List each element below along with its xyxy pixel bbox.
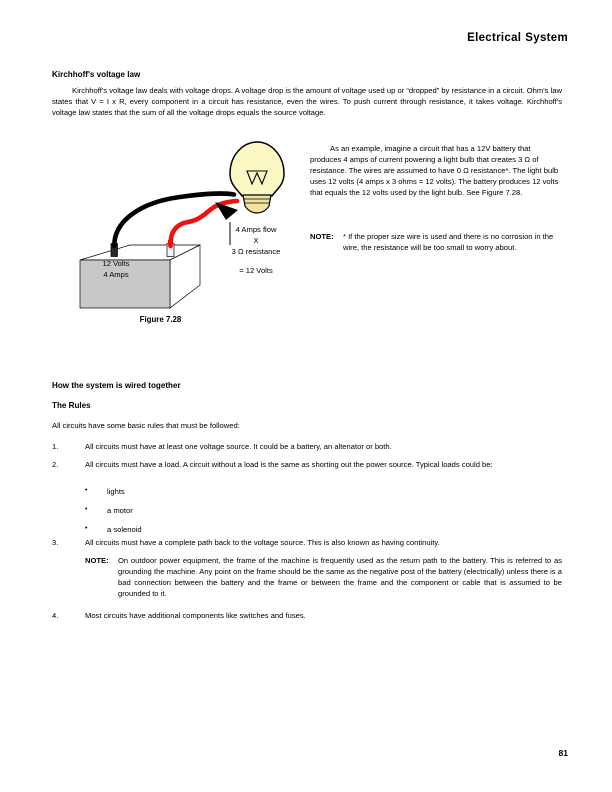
bullet-label: lights xyxy=(107,487,125,496)
list-item-solenoid xyxy=(85,524,142,535)
annotation-amps-flow: 4 Amps flow xyxy=(235,225,277,234)
rule-number: 4. xyxy=(52,611,59,620)
annotation-multiply: X xyxy=(253,236,259,245)
how-system-wired-heading: How the system is wired together xyxy=(52,381,181,390)
bullet-dot-icon: • xyxy=(85,506,88,513)
note-label: NOTE: xyxy=(310,232,334,241)
annotation-total-volts: = 12 Volts xyxy=(239,266,273,275)
the-rules-heading: The Rules xyxy=(52,401,91,410)
intro-paragraph: Kirchhoff's voltage law deals with voltage drops. A voltage drop is the amount of voltage used up or “dropped” by resistance in a circuit. Ohm's law states that V = I x R, every component in a circuit has resistance, even the wires. To push current through resistance, it takes voltage. Kirchhoff's voltage law states that the sum of all the voltage drops equals the source voltage. xyxy=(52,86,562,118)
light-bulb-glass xyxy=(230,142,284,196)
list-item-motor xyxy=(85,505,133,516)
page-number: 81 xyxy=(558,748,568,758)
note-grounding xyxy=(85,555,562,599)
rule-number: 1. xyxy=(52,442,59,451)
bullet-dot-icon: • xyxy=(85,487,88,494)
example-paragraph: As an example, imagine a circuit that has a 12V battery that produces 4 amps of current powering a light bulb that creates 3 Ω of resistance. The wires are assumed to have 0 Ω resistance*. The light bulb uses 12 volts (4 amps x 3 ohms = 12 volts). The battery produces 12 volts that equals the 12 volts used by the light bulb. See Figure 7.28. xyxy=(310,144,559,198)
list-item-lights xyxy=(85,486,125,497)
bullet-label: a solenoid xyxy=(107,525,142,534)
rule-item-1 xyxy=(52,441,562,452)
note-wire-resistance xyxy=(310,231,562,253)
figure-caption: Figure 7.28 xyxy=(139,315,182,324)
battery-voltage-label: 12 Volts xyxy=(102,259,130,268)
bullet-dot-icon: • xyxy=(85,525,88,532)
rule-text: All circuits must have a load. A circuit without a load is the same as shorting out the power source. Typical loads could be: xyxy=(85,460,493,469)
rule-number: 3. xyxy=(52,538,59,547)
note-text: On outdoor power equipment, the frame of the machine is frequently used as the return path to the battery. This is referred to as grounding the machine. Any point on the frame should be the same as the negative post of the battery (electrically) unless there is a bad connection between the battery and the frame or between the frame and the component or cable that is assumed to be grounded to it. xyxy=(118,556,562,599)
light-bulb-base xyxy=(243,195,271,213)
rules-intro-line: All circuits have some basic rules that must be followed: xyxy=(52,421,240,430)
running-header xyxy=(52,32,568,44)
header-title-word-1: Electrical xyxy=(467,32,522,44)
battery-amperage-label: 4 Amps xyxy=(103,270,129,279)
rule-text: Most circuits have additional components like switches and fuses. xyxy=(85,611,306,620)
rule-text: All circuits must have a complete path back to the voltage source. This is also known as having continuity. xyxy=(85,538,440,547)
rule-item-2 xyxy=(52,459,562,470)
note-text: * If the proper size wire is used and there is no corrosion in the wire, the resistance will be too small to worry about. xyxy=(343,232,554,253)
rule-item-3 xyxy=(52,537,562,548)
rule-item-4 xyxy=(52,610,562,621)
bullet-label: a motor xyxy=(107,506,133,515)
annotation-resistance: 3 Ω resistance xyxy=(231,247,281,256)
rule-text: All circuits must have at least one voltage source. It could be a battery, an altenator or both. xyxy=(85,442,392,451)
header-title-word-2: System xyxy=(525,32,568,44)
kirchhoff-voltage-law-heading: Kirchhoff's voltage law xyxy=(52,70,141,79)
rule-number: 2. xyxy=(52,460,59,469)
note-label: NOTE: xyxy=(85,556,109,565)
